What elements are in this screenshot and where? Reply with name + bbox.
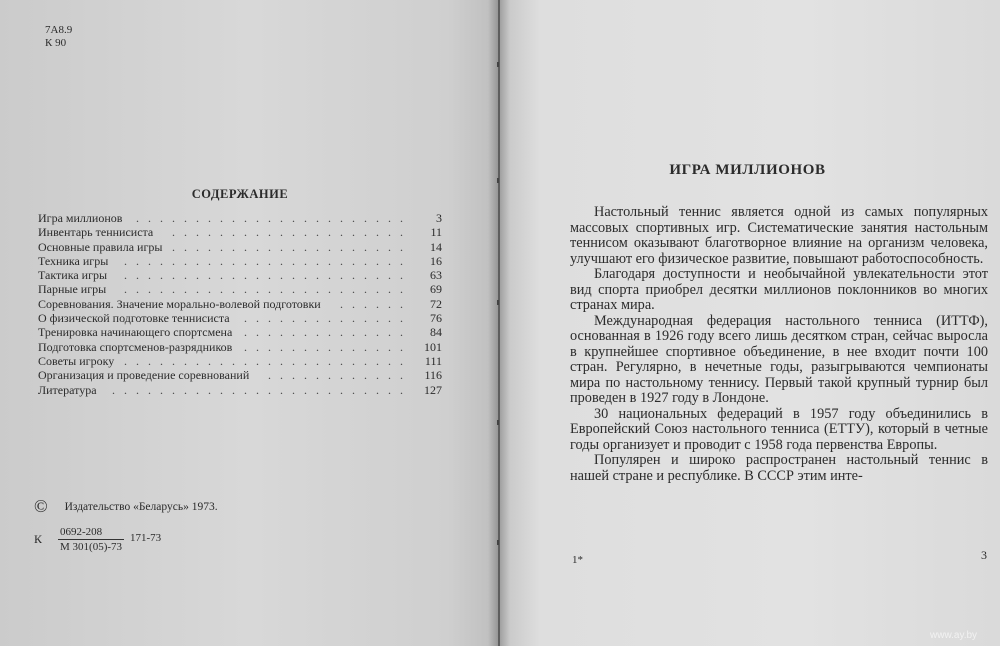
toc-entry-page: 127 xyxy=(424,382,442,397)
toc-entry-title: Основные правила игры xyxy=(38,239,163,254)
toc-entry xyxy=(38,254,444,268)
toc-entry-page: 14 xyxy=(430,239,442,254)
toc-entry-page: 84 xyxy=(430,325,442,340)
toc-entry xyxy=(38,282,444,296)
stitch-mark xyxy=(497,420,499,425)
toc-leader-dots: .............. xyxy=(244,311,412,326)
toc-entry xyxy=(38,211,444,225)
toc-title: СОДЕРЖАНИЕ xyxy=(191,187,289,201)
left-page xyxy=(0,0,498,646)
toc-entry-title: Инвентарь теннисиста xyxy=(38,225,154,240)
toc-leader-dots: ........................ xyxy=(124,268,412,283)
signature-mark: 1* xyxy=(572,554,583,566)
toc-entry-page: 76 xyxy=(430,311,442,326)
toc-leader-dots: .............. xyxy=(244,339,412,354)
book-gutter xyxy=(488,0,510,646)
watermark: www.ay.by xyxy=(930,630,978,641)
copyright-symbol: © xyxy=(34,496,48,516)
toc-entry xyxy=(38,225,444,239)
toc-leader-dots: ...... xyxy=(340,296,412,311)
page-number: 3 xyxy=(981,548,987,562)
toc-entry-title: Техника игры xyxy=(38,253,109,268)
chapter-body xyxy=(570,205,988,484)
toc-entry xyxy=(38,354,444,368)
catalog-fraction xyxy=(58,525,124,554)
toc-entry-page: 63 xyxy=(430,268,442,283)
toc-entry-page: 3 xyxy=(436,211,442,225)
toc-entry-title: О физической подготовке теннисиста xyxy=(38,311,230,326)
stitch-mark xyxy=(497,178,499,183)
code-numerator: 0692-208 xyxy=(58,525,124,540)
toc-entry-page: 116 xyxy=(424,368,442,383)
toc-entry xyxy=(38,340,444,354)
paragraph: Популярен и широко распространен настольный теннис в нашей стране и республике. В СССР этим инте- xyxy=(570,452,988,484)
toc-entry xyxy=(38,268,444,282)
toc-entry-title: Соревнования. Значение морально-волевой подготовки xyxy=(38,296,321,311)
copyright-line xyxy=(34,496,218,517)
copyright-text: Издательство «Беларусь» 1973. xyxy=(64,501,218,513)
toc-leader-dots: .................... xyxy=(172,225,412,240)
toc-entry-title: Игра миллионов xyxy=(38,211,123,225)
toc-leader-dots: ......................... xyxy=(112,382,412,397)
code-letter: К xyxy=(34,532,43,546)
code-denominator: М 301(05)-73 xyxy=(60,541,123,553)
toc-entry-page: 101 xyxy=(424,339,442,354)
toc-entry-title: Литература xyxy=(38,382,97,397)
toc-entry xyxy=(38,297,444,311)
stitch-mark xyxy=(497,62,499,67)
toc-entry-page: 16 xyxy=(430,253,442,268)
chapter-title: ИГРА МИЛЛИОНОВ xyxy=(669,162,826,178)
toc-leader-dots: .............. xyxy=(244,325,412,340)
toc-entry-title: Советы игроку xyxy=(38,353,115,368)
toc-leader-dots: ............ xyxy=(268,368,412,383)
toc-entry-title: Тактика игры xyxy=(38,268,108,283)
paragraph: Благодаря доступности и необычайной увлекательности этот вид спорта приобрел десятки миллионов поклонников во многих странах мира. xyxy=(570,266,988,313)
toc-leader-dots: ....................... xyxy=(136,211,412,225)
toc-entry-page: 111 xyxy=(424,353,442,368)
toc-entry-title: Подготовка спортсменов-разрядников xyxy=(38,339,233,354)
toc-entry-page: 69 xyxy=(430,282,442,297)
toc-entry xyxy=(38,240,444,254)
toc-entry xyxy=(38,383,444,397)
paragraph: Настольный теннис является одной из самых популярных массовых спортивных игр. Систематические занятия настольным теннисом оказывают благотворное влияние на организм человека, улучшают его физическое развитие, повышают работоспособность. xyxy=(570,204,988,267)
toc-leader-dots: ........................ xyxy=(124,282,412,297)
stitch-mark xyxy=(497,540,499,545)
paragraph: 30 национальных федераций в 1957 году объединились в Европейский Союз настольного тенниса (ЕТТУ), который в четные годы организует и проводит с 1958 года первенства Европы. xyxy=(570,405,988,453)
toc-entry-title: Парные игры xyxy=(38,282,107,297)
toc-entry xyxy=(38,311,444,325)
toc-leader-dots: .................... xyxy=(172,239,412,254)
code-tail: 171-73 xyxy=(130,532,162,544)
toc-entry-page: 11 xyxy=(430,225,442,240)
stitch-mark xyxy=(497,300,499,305)
paragraph: Международная федерация настольного тенниса (ИТТФ), основанная в 1926 году всего лишь десятком стран, сейчас выросла в крупнейшее спортивное объединение, в нее входит почти 100 стран. Регулярно, в нечетные годы, разыгрываются чемпионаты мира по настольному теннису. Первый такой крупный турнир был проведен в 1927 году в Лондоне. xyxy=(570,312,988,406)
toc-entry xyxy=(38,368,444,382)
author-mark: К 90 xyxy=(45,37,67,49)
toc-entry xyxy=(38,325,444,339)
table-of-contents xyxy=(38,211,444,397)
toc-entry-page: 72 xyxy=(430,296,442,311)
toc-entry-title: Организация и проведение соревнований xyxy=(38,368,250,383)
toc-entry-title: Тренировка начинающего спортсмена xyxy=(38,325,233,340)
toc-leader-dots: ........................ xyxy=(124,353,412,368)
library-code: 7А8.9 xyxy=(45,24,73,36)
toc-leader-dots: ........................ xyxy=(124,253,412,268)
